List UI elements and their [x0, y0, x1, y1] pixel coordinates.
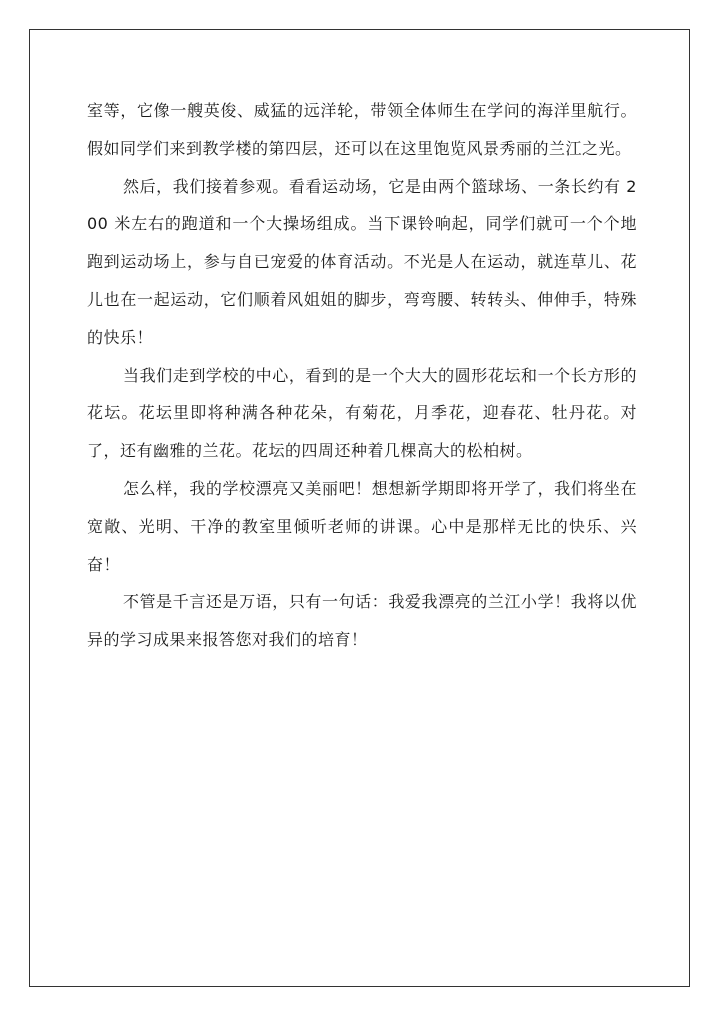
paragraph-4: 怎么样，我的学校漂亮又美丽吧！想想新学期即将开学了，我们将坐在宽敞、光明、干净的教室里倾听老师的讲课。心中是那样无比的快乐、兴奋！ — [87, 478, 637, 574]
document-body — [87, 92, 637, 659]
paragraph-3: 当我们走到学校的中心，看到的是一个大大的圆形花坛和一个长方形的花坛。花坛里即将种满各种花朵，有菊花，月季花，迎春花、牡丹花。对了，还有幽雅的兰花。花坛的四周还种着几棵高大的松柏树。 — [87, 365, 637, 461]
paragraph-1: 室等，它像一艘英俊、威猛的远洋轮，带领全体师生在学问的海洋里航行。假如同学们来到教学楼的第四层，还可以在这里饱览风景秀丽的兰江之光。 — [87, 101, 637, 158]
paragraph-5: 不管是千言还是万语，只有一句话：我爱我漂亮的兰江小学！我将以优异的学习成果来报答您对我们的培育！ — [87, 592, 637, 650]
paragraph-2: 然后，我们接着参观。看看运动场，它是由两个篮球场、一条长约有 200 米左右的跑道和一个大操场组成。当下课铃响起，同学们就可一个个地跑到运动场上，参与自已宠爱的体育活动。不光是人在运动，就连草儿、花儿也在一起运动，它们顺着风姐姐的脚步，弯弯腰、转转头、伸伸手，特殊的快乐！ — [87, 176, 637, 347]
